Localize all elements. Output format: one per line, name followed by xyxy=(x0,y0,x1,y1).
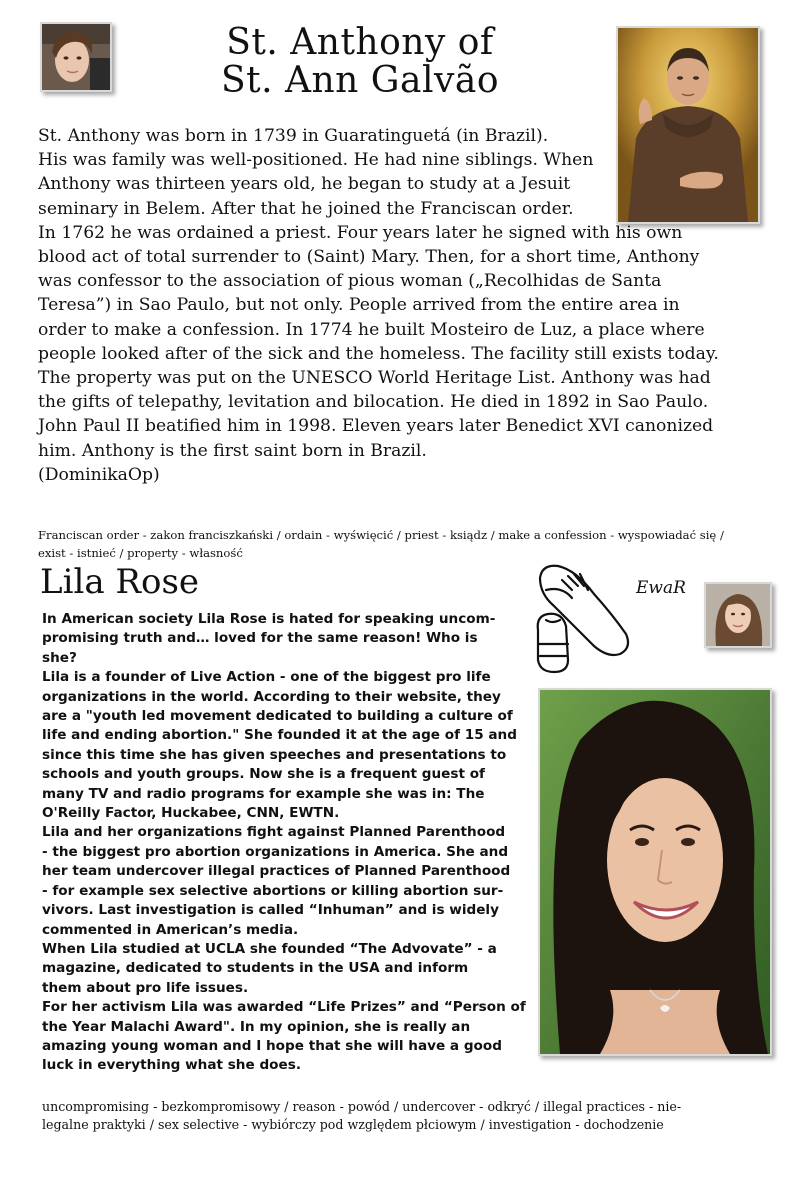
body-line: Teresa”) in Sao Paulo, but not only. People arrived from the entire area in xyxy=(38,295,680,316)
vocabulary-glossary xyxy=(38,526,798,562)
article-body xyxy=(42,610,532,1076)
girl-portrait-thumbnail xyxy=(706,584,770,646)
body-line: For her activism Lila was awarded “Life Prizes” and “Person of xyxy=(42,999,526,1016)
body-line: the Year Malachi Award". In my opinion, she is really an xyxy=(42,1018,471,1035)
body-line: vivors. Last investigation is called “Inhuman” and is widely xyxy=(42,902,499,919)
body-line: are a "youth led movement dedicated to building a culture of xyxy=(42,708,513,725)
body-line: In 1762 he was ordained a priest. Four years later he signed with his own xyxy=(38,222,683,243)
author-signature: EwaR xyxy=(636,578,686,598)
body-line: commented in American’s media. xyxy=(42,921,299,938)
body-line: The property was put on the UNESCO World Heritage List. Anthony was had xyxy=(38,368,711,389)
body-line: magazine, dedicated to students in the USA and inform xyxy=(42,960,469,977)
body-line: life and ending abortion." She founded it at the age of 15 and xyxy=(42,727,517,744)
glossary-line: exist - istnieć / property - własność xyxy=(38,546,243,560)
shoes-drawing xyxy=(532,560,632,678)
body-line: Lila and her organizations fight against Planned Parenthood xyxy=(42,824,506,841)
body-line: His was family was well-positioned. He had nine siblings. When xyxy=(38,150,594,171)
glossary-line: Franciscan order - zakon franciszkański / ordain - wyświęcić / priest - ksiądz / make a confession - wyspowiadać się / xyxy=(38,528,724,542)
body-line: In American society Lila Rose is hated for speaking uncom- xyxy=(42,611,496,627)
body-line: Lila is a founder of Live Action - one of the biggest pro life xyxy=(42,669,491,686)
glossary-line: legalne praktyki / sex selective - wybiórczy pod względem płciowym / investigation - dochodzenie xyxy=(42,1117,664,1132)
line-drawing-shoes-icon xyxy=(532,560,632,678)
body-line: him. Anthony is the first saint born in Brazil. xyxy=(38,440,427,461)
body-line: them about pro life issues. xyxy=(42,979,249,996)
author2-avatar xyxy=(704,582,772,648)
body-line: order to make a confession. In 1774 he built Mosteiro de Luz, a place where xyxy=(38,319,705,340)
lila-rose-photo xyxy=(538,688,772,1056)
smiling-woman-portrait xyxy=(540,690,770,1054)
article-body xyxy=(38,124,774,487)
body-line: amazing young woman and I hope that she will have a good xyxy=(42,1037,502,1054)
body-line: St. Anthony was born in 1739 in Guaratinguetá (in Brazil). xyxy=(38,126,549,146)
body-line: O'Reilly Factor, Huckabee, CNN, EWTN. xyxy=(42,805,340,822)
body-line: luck in everything what she does. xyxy=(42,1057,301,1074)
body-line: When Lila studied at UCLA she founded “The Advovate” - a xyxy=(42,940,497,957)
article-title: Lila Rose xyxy=(40,562,200,602)
title-line: St. Anthony of xyxy=(226,22,494,63)
article-title xyxy=(160,24,560,100)
body-line: promising truth and… loved for the same reason! Who is xyxy=(42,630,478,647)
body-line: she? xyxy=(42,649,77,666)
body-line: Anthony was thirteen years old, he began to study at a Jesuit xyxy=(38,174,571,195)
title-line: St. Ann Galvão xyxy=(220,60,500,101)
author-credit: (DominikaOp) xyxy=(38,464,160,485)
body-line: the gifts of telepathy, levitation and bilocation. He died in 1892 in Sao Paulo. xyxy=(38,392,709,413)
girl-portrait-thumbnail xyxy=(42,24,110,90)
body-line: - for example sex selective abortions or killing abortion sur- xyxy=(42,882,504,899)
body-line: organizations in the world. According to their website, they xyxy=(42,688,501,705)
body-line: John Paul II beatified him in 1998. Eleven years later Benedict XVI canonized xyxy=(38,416,714,437)
body-line: blood act of total surrender to (Saint) Mary. Then, for a short time, Anthony xyxy=(38,247,700,268)
body-line: schools and youth groups. Now she is a frequent guest of xyxy=(42,766,485,783)
vocabulary-glossary xyxy=(42,1098,782,1134)
body-line: since this time she has given speeches and presentations to xyxy=(42,746,507,763)
body-line: seminary in Belem. After that he joined the Franciscan order. xyxy=(38,198,574,219)
glossary-line: uncompromising - bezkompromisowy / reason - powód / undercover - odkryć / illegal practices - nie- xyxy=(42,1099,682,1114)
body-line: many TV and radio programs for example she was in: The xyxy=(42,785,485,802)
body-line: people looked after of the sick and the homeless. The facility still exists today. xyxy=(38,343,719,364)
body-line: was confessor to the association of pious woman („Recolhidas de Santa xyxy=(38,271,662,292)
author1-avatar xyxy=(40,22,112,92)
body-line: her team undercover illegal practices of Planned Parenthood xyxy=(42,863,511,880)
body-line: - the biggest pro abortion organizations in America. She and xyxy=(42,843,509,860)
